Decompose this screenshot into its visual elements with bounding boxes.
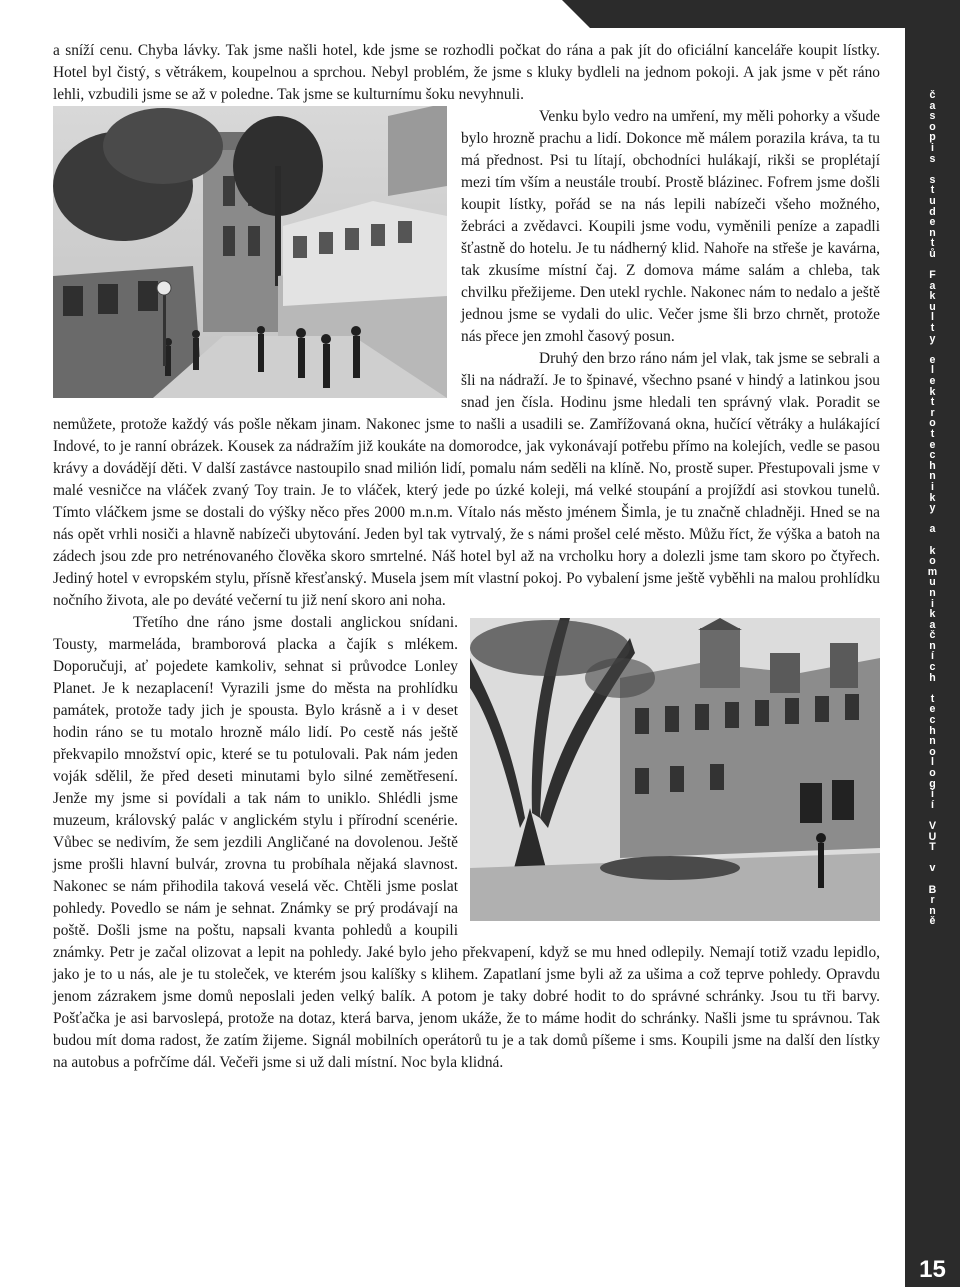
header-tab — [562, 0, 960, 28]
sidebar — [905, 28, 960, 1287]
article-paragraph-3: Druhý den brzo ráno nám jel vlak, tak jsme se sebrali a šli na nádraží. Je to špinavé, všechno psané v hindý a latinkou jsou snad jen čísla. Hodinu jsme hledali ten správný vlak. Poradit se nemůžete, protože každý vás pošle někam jinam. Nakonec jsme to našli a usadili se. Zamřížovaná okna, hučící větráky a hulákající Indové, to je ranní obrázek. Kousek za nádražím již koukáte na domorodce, jak vykonávají potřebu přímo na kolejích, vedle se pasou krávy a dovádějí děti. V další zastávce nastoupilo snad milión lidí, pomalu nám seděli na klíně. No, prostě super. Přestupovali jsme v malé vesničce na vláček zvaný Toy train. Je to vláček, který jede po úzké koleji, má velké stoupání a projíždí asi stovkou tunelů. Tímto vláčkem jsme se dostali do výšky něco přes 2000 m.n.m. Vítalo nás město jménem Šimla, je tu značně chladněji. Hned se na nás opět vrhli nosiči a hlavně nabízeči ubytování. Jeden byl tak vytrvalý, že s námi prošel celé město. Můžu říct, že výška a batoh na zádech jsou zde pro netrénovaného člověka skoro smrtelné. Náš hotel byl až na vrcholku hory a dolezli jsme tam skoro po čtyřech. Jediný hotel v evropském stylu, přísně křesťanský. Musela jsem mít vlastní pokoj. Po vybalení jsme ještě vyběhli na malou prohlídku nočního života, ale po deváté večerní tu již není skoro ani noha. — [53, 350, 880, 609]
article-paragraph-2: Venku bylo vedro na umření, my měli pohorky a všude bylo hrozně prachu a lidí. Dokonce mě málem porazila kráva, ta tu má přednost. Psi tu lítají, obchodníci hulákají, rikši se proplétají mezi tím vším a neustále troubí. Prostě blázinec. Fofrem jsme došli koupit lístky, pořád se na nás lepili nabízeči všeho možného, žebráci a zvědavci. Koupili jsme vodu, vyměnili peníze a zapadli šťastně do hotelu. Je tu nádherný klid. Nahoře na střeše je kavárna, tak zkusíme místní čaj. Z domova máme salám a chleba, tak chvilku přežijeme. Den utekl rychle. Nakonec nám to nedalo a ještě jednou jsme se vydali do ulic. Večer jsme šli brzo chrnět, protože nás přece jen zmohl časový posun. — [461, 108, 880, 345]
photo-viceregal-lodge — [470, 618, 880, 921]
photo-shimla-street — [53, 106, 447, 398]
article-paragraph-4: Třetího dne ráno jsme dostali anglickou snídani. Tousty, marmeláda, bramborová placka a čajík s mlékem. Doporučuji, ať pojedete kamkoliv, sehnat si průvodce Lonley Planet. Je k nezaplacení! Vyrazili jsme do města na prohlídku památek, protože tady jich je spousta. Bylo krásně a i v deset hodin ráno se tu motalo hrozně málo lidí. Po cestě nás ještě překvapilo množství opic, které se tu potulovali. Pak nám jeden voják sdělil, že před deseti minutami bylo silné zemětřesení. Jenže my jsme si povídali a tak nám to uniklo. Shlédli jsme muzeum, královský palác v anglickém stylu i přírodní scenérie. Vůbec se nedivím, že sem jezdili Angličané na dovolenou. Ještě jsme prošli hlavní bulvár, zrovna tu probíhala nějaká slavnost. Nakonec se nám přihodila taková veselá věc. Chtěli jsme poslat pohledy. Povedlo se nám je sehnat. Známky se prý prodávají na poště. Došli jsme na poštu, napsali kvanta pohledů a koupili známky. Petr je začal olizovat a lepit na pohledy. Jaké bylo jeho překvapení, když se mu hned odlepily. Nemají totiž vzadu lepidlo, jako je to u nás, ale je tu stoleček, ve kterém jsou kalíšky s klihem. Zapatlaní jsme byli až za ušima a což teprve pohledy. Opravdu jenom zázrakem jsme domů neposlali jeden velký balík. A potom je taky dobré hodit to do správné schránky. Jsou tu tři barvy. Pošťačka je asi barvoslepá, protože na dotaz, která barva, jenom ukáže, že to máme hodit do schránky. Našli jsme tu správnou. Tak budou mít doma radost, že zatím žijeme. Signál mobilních operátorů tu je a tak domů píšeme i sms. Koupili jsme na další den lístky na autobus a pofrčíme dál. Večeři jsme si už dali místní. Noc byla klidná. — [53, 614, 880, 1071]
page-number: 15 — [919, 1256, 946, 1283]
sidebar-vertical-title: č a s o p i s s t u d e n t ů F a k u l t y e l e k t r o t e c h n i k y a k o m u n i k a č n í c h t e c h n o l o g i í V U T v B r n ě — [927, 89, 938, 928]
article-paragraph-1: a sníží cenu. Chyba lávky. Tak jsme našli hotel, kde jsme se rozhodli počkat do rána a pak jít do oficiální kanceláře koupit lístky. Hotel byl čistý, s větrákem, koupelnou a sprchou. Nebyl problém, že jsme s kluky bydleli na jednom pokoji. A jak jsme v pět ráno lehli, vzbudili jsme se až v poledne. Tak jsme se kulturnímu šoku nevyhnuli. — [53, 42, 880, 103]
article-body — [53, 40, 880, 1074]
